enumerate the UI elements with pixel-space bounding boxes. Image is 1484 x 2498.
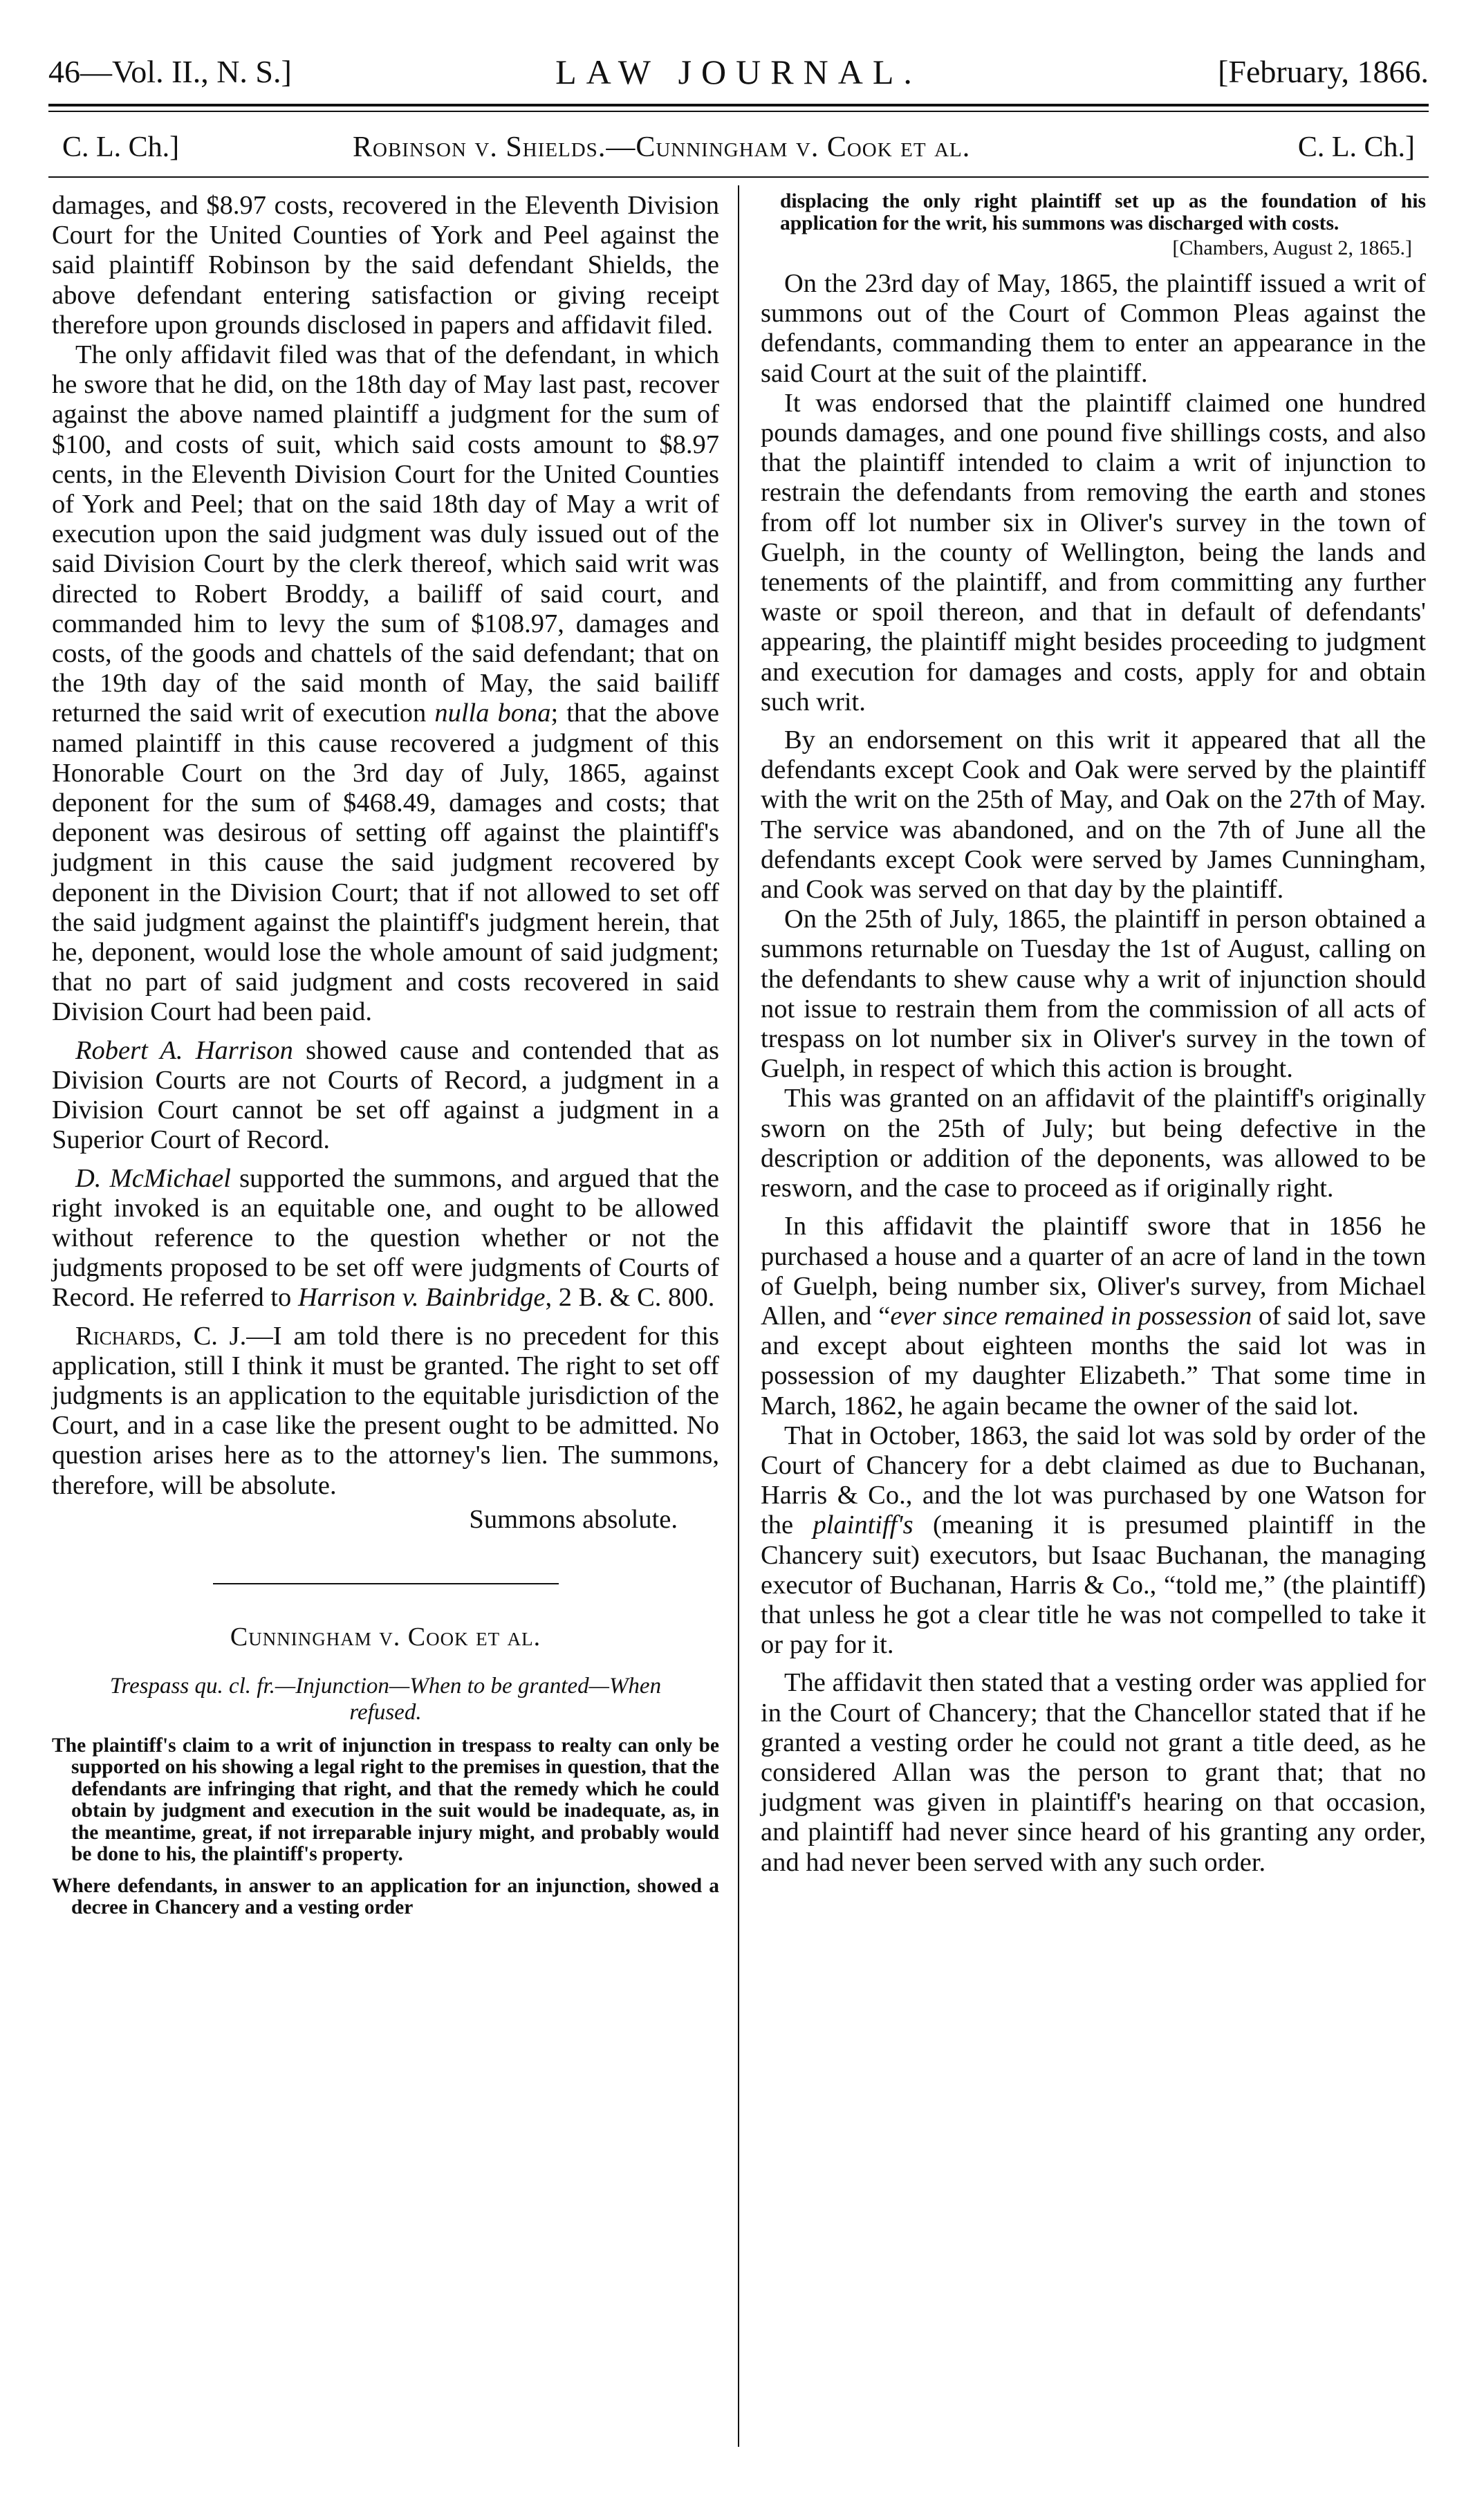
court-label-left: C. L. Ch.] <box>62 131 180 163</box>
case-running-title: Robinson v. Shields.—Cunningham v. Cook et al. <box>353 131 971 163</box>
court-label-right: C. L. Ch.] <box>1297 131 1415 163</box>
disposition: Summons absolute. <box>469 1504 678 1534</box>
volume-number: 46—Vol. II., N. S.] <box>48 54 292 89</box>
right-column <box>761 191 1426 1878</box>
judge-name: Richards, C. J. <box>75 1321 247 1351</box>
case-citation: Harrison v. Bainbridge <box>297 1283 546 1313</box>
header-rule-thick <box>48 104 1429 107</box>
paragraph: D. McMichael supported the summons, and argued that the right invoked is an equitable one, and ought to be allowed without reference to the question whether or not the judgments proposed to be set off were judgments of Courts of Record. He referred to Harrison v. Bainbridge, 2 B. & C. 800. <box>52 1163 719 1313</box>
counsel-name: D. McMichael <box>75 1163 231 1193</box>
column-divider <box>738 185 739 2447</box>
counsel-name: Robert A. Harrison <box>75 1035 293 1065</box>
judgment-paragraph: Richards, C. J.—I am told there is no precedent for this application, still I think it must be granted. The right to set off judgments is an application to the equitable jurisdiction of the Court, and in a case like the present ought to be admitted. No question arises here as to the attorney's lien. The summons, therefore, will be absolute. <box>52 1321 719 1500</box>
left-column <box>52 191 719 1919</box>
section-head <box>62 123 1415 172</box>
paragraph: That in October, 1863, the said lot was sold by order of the Court of Chancery for a debt claimed as due to Buchanan, Harris & Co., and the lot was purchased by one Watson for the plaintiff's (meaning it is presumed plaintiff in the Chancery suit) executors, but Isaac Buchanan, the managing executor of Buchanan, Harris & Co., “told me,” (the plaintiff) that unless he got a clear title he was not compelled to take it or pay for it. <box>761 1421 1426 1660</box>
paragraph: By an endorsement on this writ it appeared that all the defendants except Cook and Oak were served by the plaintiff with the writ on the 25th of May, and Oak on the 27th of May. The service was abandoned, and on the 7th of June all the defendants except Cook were served by James Cunningham, and Cook was served on that day by the plaintiff. <box>761 725 1426 905</box>
court-dateline: [Chambers, August 2, 1865.] <box>1172 237 1412 259</box>
case-keywords: Trespass qu. cl. fr.—Injunction—When to be granted—When refused. <box>109 1673 662 1725</box>
paragraph: It was endorsed that the plaintiff claimed one hundred pounds damages, and one pound five shillings costs, and also that the plaintiff intended to claim a writ of injunction to restrain the defendants from removing the earth and stones from off lot number six in Oliver's survey in the town of Guelph, in the county of Wellington, being the lands and tenements of the plaintiff, and from committing any further waste or spoil thereon, and that in default of defendants' appearing, the plaintiff might besides proceeding to judgment and execution for damages and costs, apply for and obtain such writ. <box>761 388 1426 716</box>
running-head <box>48 44 1429 100</box>
paragraph: This was granted on an affidavit of the plaintiff's originally sworn on the 25th of July; but being defective in the description or addition of the deponents, was allowed to be resworn, and the case to proceed as if originally right. <box>761 1084 1426 1203</box>
case-separator-rule <box>213 1583 559 1584</box>
issue-date: [February, 1866. <box>1218 54 1429 89</box>
header-rule-thin <box>48 111 1429 112</box>
headnote: The plaintiff's claim to a writ of injunction in trespass to realty can only be supported on his showing a legal right to the premises in question, that the defendants are infringing that right, and that the remedy which he could obtain by judgment and execution in the suit would be inadequate, as, in the meantime, great, if not irreparable injury might, and probably would be done to his, the plaintiff's property. <box>52 1734 719 1866</box>
paragraph: damages, and $8.97 costs, recovered in the Eleventh Division Court for the United Counties of York and Peel against the said plaintiff Robinson by the said defendant Shields, the above defendant entering satisfaction or giving receipt therefore upon grounds disclosed in papers and affidavit filed. <box>52 191 719 340</box>
journal-title: LAW JOURNAL. <box>555 53 922 91</box>
case-title: Cunningham v. Cook et al. <box>230 1622 541 1652</box>
paragraph: On the 25th of July, 1865, the plaintiff in person obtained a summons returnable on Tuesday the 1st of August, calling on the defendants to shew cause why a writ of injunction should not issue to restrain them from the commission of all acts of trespass on lot number six in Oliver's survey in the town of Guelph, in respect of which this action is brought. <box>761 905 1426 1084</box>
paragraph: On the 23rd day of May, 1865, the plaintiff issued a writ of summons out of the Court of Common Pleas against the defendants, commanding them to enter an appearance in the said Court at the suit of the plaintiff. <box>761 269 1426 388</box>
section-rule <box>48 176 1429 178</box>
paragraph: In this affidavit the plaintiff swore that in 1856 he purchased a house and a quarter of an acre of land in the town of Guelph, being number six, Oliver's survey, from Michael Allen, and “ever since remained in possession of said lot, save and except about eighteen months the said lot was in possession of my daughter Elizabeth.” That some time in March, 1862, he again became the owner of the said lot. <box>761 1212 1427 1421</box>
paragraph: Robert A. Harrison showed cause and contended that as Division Courts are not Courts of Record, a judgment in a Division Court cannot be set off against a judgment in a Superior Court of Record. <box>52 1035 719 1155</box>
paragraph: The affidavit then stated that a vesting order was applied for in the Court of Chancery; that the Chancellor stated that if he granted a vesting order he could not grant a title deed, as he considered Allan was the person to grant that; that no judgment was given in plaintiff's hearing on that occasion, and plaintiff had never since heard of his granting any order, and had never been served with any such order. <box>761 1668 1426 1877</box>
headnote: Where defendants, in answer to an application for an injunction, showed a decree in Chancery and a vesting order <box>52 1874 719 1919</box>
headnote-continued: displacing the only right plaintiff set up as the foundation of his application for the writ, his summons was discharged with costs. <box>780 190 1426 234</box>
paragraph: The only affidavit filed was that of the defendant, in which he swore that he did, on the 18th day of May last past, recover against the above named plaintiff a judgment for the sum of $100, and costs of suit, which said costs amount to $8.97 cents, in the Eleventh Division Court for the United Counties of York and Peel; that on the said 18th day of May a writ of execution upon the said judgment was duly issued out of the said Division Court by the clerk thereof, which said writ was directed to Robert Broddy, a bailiff of said court, and commanded him to levy the sum of $108.97, damages and costs, of the goods and chattels of the said defendant; that on the 19th day of the said month of May, the said bailiff returned the said writ of execution nulla bona; that the above named plaintiff in this cause recovered a judgment of this Honorable Court on the 3rd day of July, 1865, against deponent for the sum of $468.49, damages and costs; that deponent was desirous of setting off against the plaintiff's judgment in this cause the said judgment recovered by deponent in the Division Court; that if not allowed to set off the said judgment against the plaintiff's judgment herein, that he, deponent, would lose the whole amount of said judgment; that no part of said judgment and costs recovered in said Division Court had been paid. <box>52 340 720 1027</box>
